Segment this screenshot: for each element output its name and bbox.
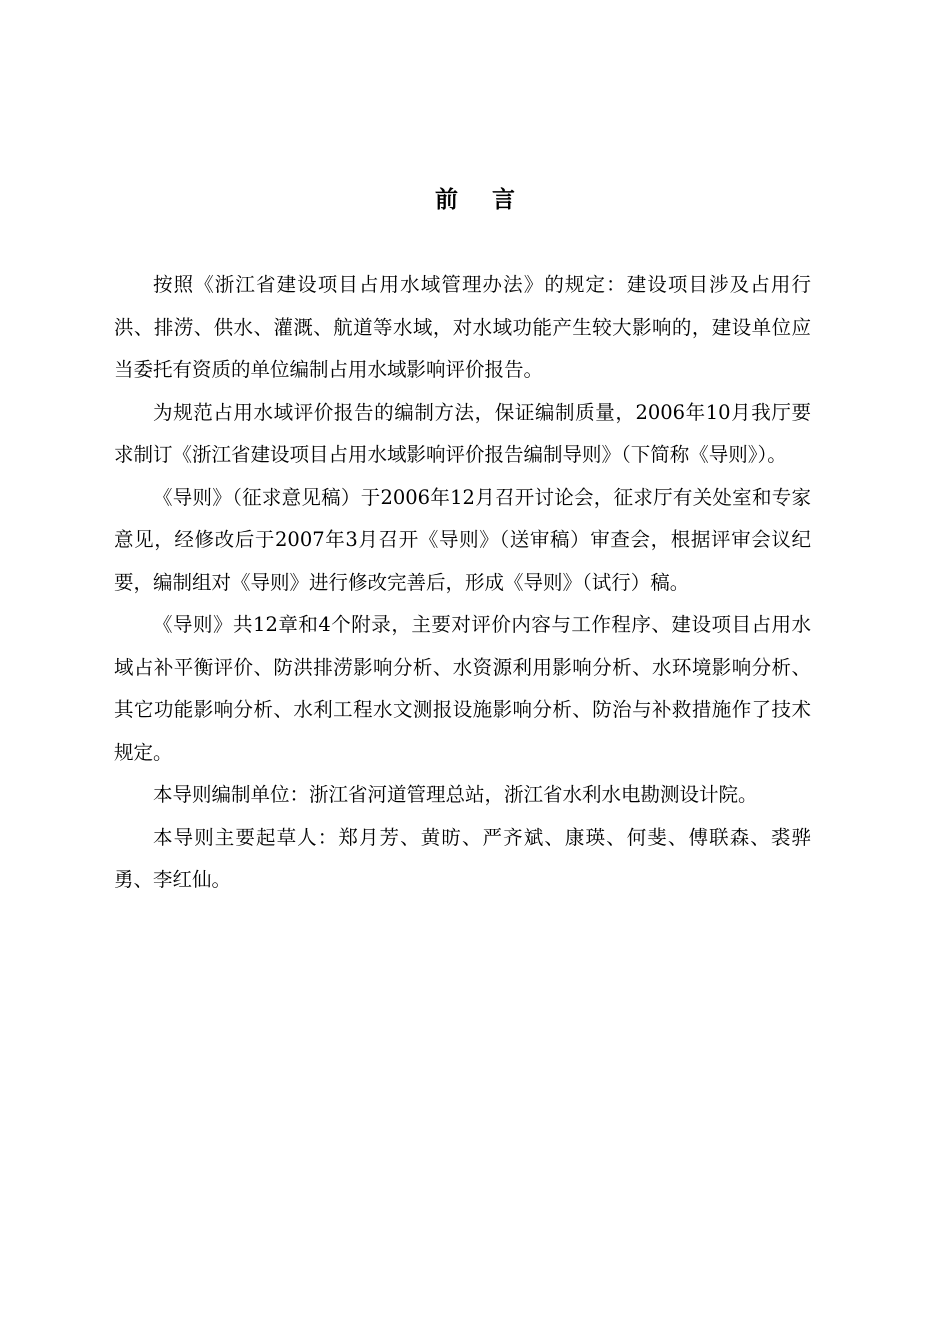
paragraph-compiling-units: 本导则编制单位：浙江省河道管理总站，浙江省水利水电勘测设计院。 <box>153 783 758 806</box>
paragraph-contents: 《导则》共12章和4个附录，主要对评价内容与工作程序、建设项目占用水域占补平衡评价、防洪排涝影响分析、水资源利用影响分析、水环境影响分析、其它功能影响分析、水利工程水文测报设施影响分析、防治与补救措施作了技术规定。 <box>114 613 811 764</box>
document-title: 前言 <box>435 186 549 213</box>
document-body <box>114 264 811 902</box>
paragraph-purpose: 为规范占用水域评价报告的编制方法，保证编制质量，2006年10月我厅要求制订《浙江省建设项目占用水域影响评价报告编制导则》（下简称《导则》）。 <box>114 400 811 466</box>
paragraph-review-process: 《导则》（征求意见稿）于2006年12月召开讨论会，征求厅有关处室和专家意见，经修改后于2007年3月召开《导则》（送审稿）审查会，根据评审会议纪要，编制组对《导则》进行修改完善后，形成《导则》（试行）稿。 <box>114 485 811 594</box>
paragraph-drafters: 本导则主要起草人：郑月芳、黄昉、严齐斌、康瑛、何斐、傅联森、裘骅勇、李红仙。 <box>114 825 811 891</box>
paragraph-regulation-basis: 按照《浙江省建设项目占用水域管理办法》的规定：建设项目涉及占用行洪、排涝、供水、灌溉、航道等水域，对水域功能产生较大影响的，建设单位应当委托有资质的单位编制占用水域影响评价报告。 <box>114 273 811 381</box>
